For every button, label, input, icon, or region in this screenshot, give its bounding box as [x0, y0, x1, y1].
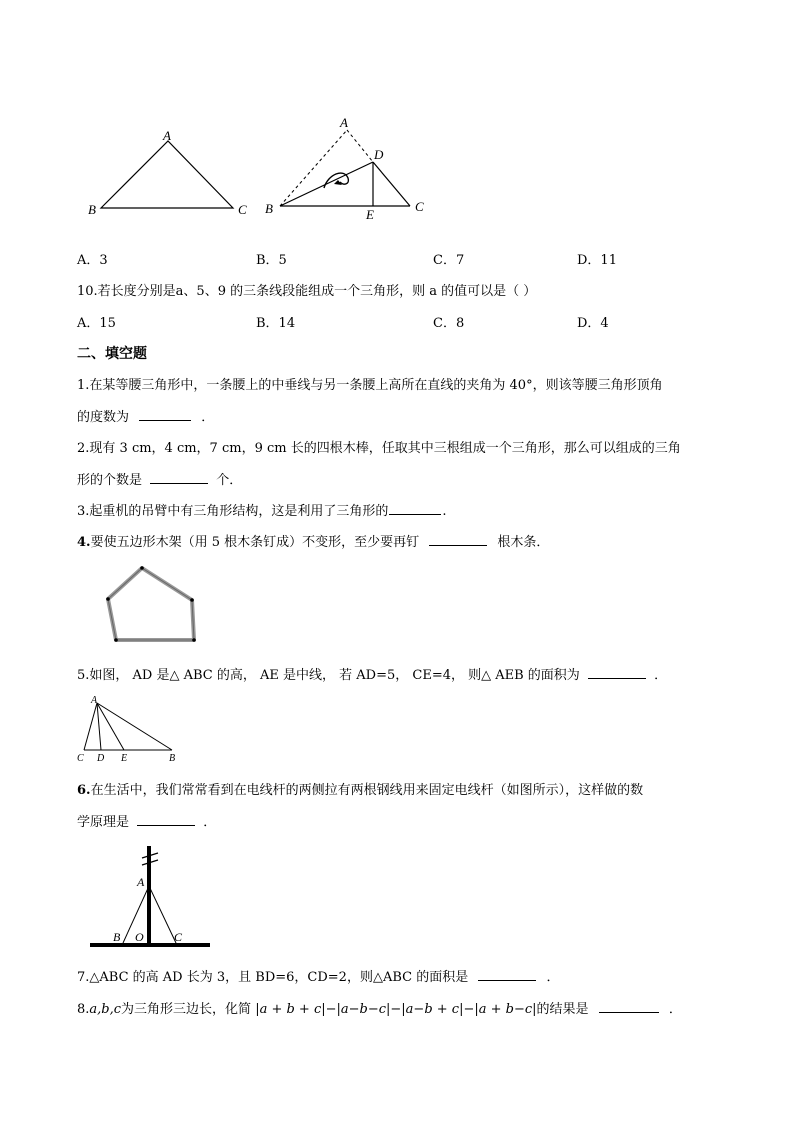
label-e: E	[366, 207, 374, 222]
label-d: D	[97, 753, 105, 764]
label-b: B	[169, 753, 176, 764]
q5-figure	[74, 694, 184, 766]
fill-q1-text: 的度数为	[77, 410, 130, 425]
fill-q8-blank[interactable]	[599, 999, 659, 1013]
fill-q2-end: 个．	[216, 473, 243, 488]
fill-q8-expression: |a + b + c|−|a−b−c|−|a−b + c|−|a + b−c|	[255, 1002, 537, 1017]
fill-q4-blank[interactable]	[429, 532, 487, 546]
q9-figure-left	[85, 128, 260, 223]
label-o: O	[135, 930, 144, 944]
fill-q1-end: ．	[201, 410, 215, 425]
fill-q5	[77, 664, 667, 683]
fill-q3-text: 3.起重机的吊臂中有三角形结构，这是利用了三角形的	[77, 504, 389, 519]
q10-option-b[interactable]: B．14	[256, 316, 296, 331]
fill-q7-text: 7.△ABC 的高 AD 长为 3，且 BD=6，CD=2，则△ABC 的面积是	[77, 970, 469, 985]
fill-q4-number: 4.	[77, 535, 91, 550]
utility-pole-figure	[86, 840, 216, 955]
fill-q6-text2: 学原理是	[77, 815, 130, 830]
cable-ac	[149, 886, 176, 943]
fill-q3-end: .	[442, 504, 447, 519]
fill-q8	[77, 998, 682, 1017]
segment-dc	[373, 162, 410, 206]
q10-option-c[interactable]: C．8	[433, 316, 465, 331]
fill-q5-end: ．	[654, 668, 668, 683]
label-e: E	[121, 753, 128, 764]
fill-q7-blank[interactable]	[478, 967, 536, 981]
dashed-ad	[347, 130, 373, 162]
fill-q6-number: 6.	[77, 783, 91, 798]
fill-q4	[77, 531, 549, 550]
fill-q1-line2	[77, 406, 214, 425]
fill-q8-number: 8.	[77, 1002, 90, 1017]
label-a: A	[340, 115, 348, 130]
ground-bar	[90, 943, 210, 947]
label-c: C	[415, 199, 424, 214]
q10-option-a[interactable]: A．15	[77, 316, 116, 331]
label-b: B	[88, 202, 96, 217]
fill-q8-vars: a,b,c	[89, 1002, 122, 1017]
label-b: B	[113, 930, 121, 944]
pentagon-outline	[108, 568, 194, 640]
q9-option-c[interactable]: C．7	[433, 253, 465, 268]
fill-q1-blank[interactable]	[139, 407, 191, 421]
fill-q6-line1	[77, 779, 643, 798]
label-c: C	[77, 753, 84, 764]
segment-bd	[280, 162, 373, 206]
fill-q3	[77, 500, 447, 519]
fill-q6-line2	[77, 811, 216, 830]
fill-q8-text2: 的结果是	[536, 1002, 589, 1017]
fill-q2-line1: 2.现有 3 cm，4 cm，7 cm，9 cm 长的四根木棒，任取其中三根组成一个三角形，那么可以组成的三角	[77, 441, 681, 456]
dashed-ab	[280, 130, 347, 206]
label-a: A	[137, 875, 145, 889]
fill-q5-blank[interactable]	[588, 665, 646, 679]
pentagon-frame-figure	[100, 562, 210, 646]
fill-q6-text: 在生活中，我们常常看到在电线杆的两侧拉有两根钢线用来固定电线杆（如图所示），这样做的数	[90, 783, 644, 798]
fill-q2-blank[interactable]	[150, 470, 208, 484]
q9-option-b[interactable]: B．5	[256, 253, 287, 268]
fill-q2-text: 形的个数是	[77, 473, 143, 488]
q9-option-d[interactable]: D．11	[577, 253, 617, 268]
label-c: C	[174, 930, 183, 944]
fill-q7	[77, 966, 560, 985]
fill-q5-text: 5.如图， AD 是△ ABC 的高， AE 是中线， 若 AD=5， CE=4， 则△ AEB 的面积为	[77, 668, 580, 683]
fill-q6-blank[interactable]	[137, 812, 195, 826]
label-a: A	[163, 128, 171, 143]
fill-q1-line1: 1.在某等腰三角形中，一条腰上的中垂线与另一条腰上高所在直线的夹角为 40°，则该等腰三角形顶角	[77, 378, 663, 393]
q10-option-d[interactable]: D．4	[577, 316, 609, 331]
q10-text: 10.若长度分别是a、5、9 的三条线段能组成一个三角形，则 a 的值可以是（ ）	[77, 284, 537, 299]
q9-option-a[interactable]: A．3	[77, 253, 108, 268]
label-b: B	[265, 201, 273, 216]
fill-q8-end: ．	[668, 1002, 682, 1017]
q9-figure-right	[262, 112, 437, 224]
label-d: D	[374, 147, 384, 162]
label-c: C	[238, 202, 247, 217]
fill-q7-end: ．	[546, 970, 560, 985]
fill-q3-blank[interactable]	[389, 501, 441, 515]
section-title: 二、填空题	[77, 346, 147, 362]
fill-q2-line2	[77, 469, 242, 488]
fill-q6-end: ．	[203, 815, 217, 830]
fill-q8-text: 为三角形三边长，化简	[121, 1002, 252, 1017]
label-a: A	[91, 695, 98, 706]
triangle-abc	[101, 141, 233, 208]
fill-q4-end: 根木条．	[497, 535, 550, 550]
fill-q4-text: 要使五边形木架（用 5 根木条钉成）不变形，至少要再钉	[90, 535, 420, 550]
